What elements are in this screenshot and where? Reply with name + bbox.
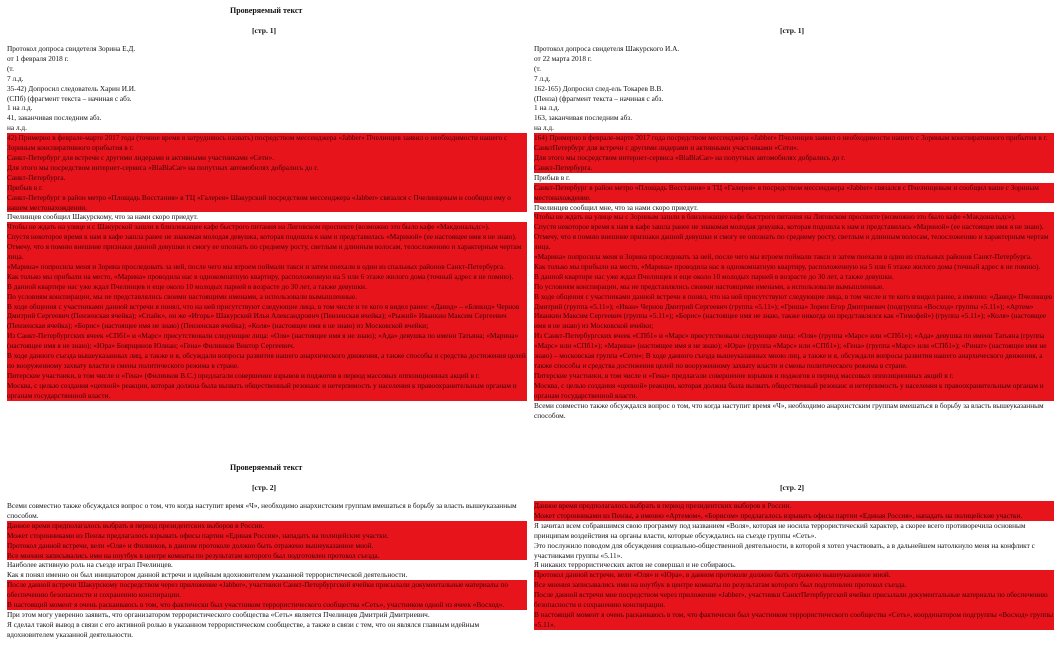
- paragraph: Как я понял именно он был инициатором данной встречи и идейным вдохновителем указанной террористической деятельности.: [7, 570, 408, 580]
- highlighted-paragraph: Питерские участники, в том числе и «Гена» (Филинков В.С.) предлагали совершение взрывов и поджогов в период массовых оппозиционных акций в г.: [7, 371, 527, 381]
- highlighted-paragraph: В ходе общения с участниками данной встречи я понял, что на ней присутствуют следующие лица, в том числе и те кого я видел ранее: «Давид» – «Бликид» Чернов Дмитрий Сергеевич (Пензенская ячейка); «Спайк», он же «Игорь» Шакурский Илья Александрович (Пензенская ячейка); «Рыжий» Иванкин Максим Сергеевич (Пензенская ячейка); «Борис» (настоящее имя не знаю) (Пензенская ячейка); «Коля» (настоящее имя я не знаю) из Московской ячейки;: [7, 302, 527, 332]
- paragraph: Я никаких террористических актов не совершал и не собираюсь.: [534, 560, 736, 570]
- highlighted-paragraph: Чтобы не ждать на улице я с Шакурской зашли в близлежащее кафе быстрого питания на Лиговском проспекте (возможно это было кафе «Макдональдс»).: [7, 222, 527, 232]
- page-label-right-2: [стр. 2]: [780, 483, 805, 492]
- highlighted-paragraph: В данной квартире нас уже ждал Пчелинцев и еще около 10 молодых парней в возрасте до 30 лет, а также девушки.: [7, 282, 527, 292]
- paragraph: от 22 марта 2018 г.: [534, 53, 592, 63]
- highlighted-paragraph: СанктПетербург для встречи с другими лидерами и активными участниками «Сети».: [534, 143, 1054, 153]
- highlighted-paragraph: После данной встречи мне посредством через приложение «Jabber», участники СанктПетербургской ячейки присылали документальные материалы по обеспечению безопасности и сохранению конспирации.: [534, 590, 1054, 610]
- highlighted-paragraph: Спустя некоторое время к нам в кафе зашла ранее не знакомая молодая девушка, которая подошла к нам и представилась «Мариной» (ее настоящее имя я не знаю).: [7, 232, 527, 242]
- right-page2-text: [534, 501, 1054, 630]
- paragraph: Я зачитал всем собравшимся свою программу под названием «Воля», которая не носила террористический характер, а скорее всего противоречила основным принципам воздействия на органы власти, которые обсуждались на съезде группы «Сеть».: [534, 520, 1026, 540]
- highlighted-paragraph: «Марина» попросила меня и Зорина проследовать за ней, после чего мы втроем поймали такси и затем поехали в один из спальных районов Санкт-Петербурга.: [534, 252, 1054, 262]
- highlighted-paragraph: Отмечу, что я помню внешние признаки данной девушки и смогу ее опознать по среднему росту, светлым и длинным волосам, телосложению и характерным чертам лица.: [534, 232, 1054, 252]
- highlighted-paragraph: Данное время предполагалось выбрать в период президентских выборов в России.: [534, 501, 1054, 511]
- paragraph: Пчелинцев сообщил Шакурскому, что за нами скоро приедут.: [7, 212, 199, 222]
- paragraph: 1 на л.д.: [534, 103, 560, 113]
- highlighted-paragraph: По условиям конспирации, мы не представлялись своими настоящими именами, а использовали вымышленные.: [7, 292, 527, 302]
- paragraph: Протокол допроса свидетеля Шакурского И.А.: [534, 44, 680, 53]
- highlighted-paragraph: Как только мы прибыли на место, «Марина» проводила нас в однокомнатную квартиру, расположенную на 5 или 6 этаже жилого дома (точный адрес я не помню).: [7, 272, 527, 282]
- highlighted-paragraph: Москва, с целью создания «цепной» реакции, которая должна была вызвать общественный резонанс и нетерпимость у населения к правоохранительным органам и органам государственной власти.: [534, 381, 1054, 401]
- paragraph: (т.: [7, 63, 14, 73]
- highlighted-paragraph: Санкт-Петербург в район метро «Площадь Восстания» в ТЦ «Галерея» Шакурский посредством мессенджера «Jabber» связался с Пчелинцевым и сообщил ему о нашем местонахождении.: [7, 193, 527, 213]
- highlighted-paragraph: Отмечу, что я помню внешние признаки данной девушки и смогу ее опознать по среднему росту, светлым и длинным волосам, телосложению и характерным чертам лица.: [7, 242, 527, 262]
- highlighted-paragraph: Все мнения записывались ими на ноутбук в центре комнаты по результатам которого был подготовлен протокол съезда.: [534, 580, 1054, 590]
- left-page2-text: [7, 501, 527, 640]
- paragraph: (Пенза) (фрагмент текста – начиная с абз.: [534, 93, 664, 103]
- paragraph: 162-165) Допросил след-ель Токарев В.В.: [534, 83, 664, 93]
- right-page1-text: [534, 44, 1054, 420]
- document-title-left: Проверяемый текст: [230, 6, 303, 15]
- highlighted-paragraph: В настоящий момент я очень раскаиваюсь в том, что фактически был участником террористического сообщества «Сеть», участником одной из ячеек «Восход».: [7, 600, 527, 610]
- highlighted-paragraph: Спустя некоторое время к нам в кафе зашла ранее не знакомая молодая девушка, которая подошла к нам и представилась «Мариной» (ее настоящее имя я не знаю).: [534, 222, 1054, 232]
- paragraph: 41, заканчивая последним абз.: [7, 113, 102, 123]
- highlighted-paragraph: В ходе общения с участниками данной встречи я понял, что на ней присутствуют следующие лица, в том числе и те кого я видел ранее, а именно: «Давид» Пчелинцев Дмитрий (группа «5.11»); «Иван» Чернов Дмитрий Сергеевич (группа «5.11»); «Гриша» Зорин Егор Дмитриевич (подгруппа «Восход» группы «5.11»); «Артем» Иванкин Максим Сергеевич (группа «5.11»); «Борис» (настоящее имя не знаю, также никогда он представлялся как «Тимофей») (группа «5.11»); «Коля» (настоящее имя я не знаю) из Московской ячейки;: [534, 291, 1053, 331]
- page-label-left-1: [стр. 1]: [252, 26, 277, 35]
- highlighted-paragraph: Протокол данной встречи, вели «Оля» и «Юра», в данном протоколе должно быть отражено вышеуказанное мной.: [534, 570, 1054, 580]
- paragraph: Протокол допроса свидетеля Зорина Е.Д.: [7, 44, 136, 53]
- highlighted-paragraph: 164) Примерно в феврале-марте 2017 года посредством мессенджера «Jabber» Пчелинцев заявил о необходимости нашего с Зориным конспиративного прибытия в г.: [534, 133, 1054, 143]
- left-page1-text: [7, 44, 527, 401]
- paragraph: 7 л.д.: [534, 73, 551, 83]
- highlighted-paragraph: В ходе данного съезда вышеуказанных лиц, а также и я, обсуждали вопросы развития нашего анархического движения, а также способы и средства достижения целей по вооруженному захвату власти и смены политического режима в стране.: [7, 351, 526, 370]
- paragraph: на л.д.: [7, 123, 27, 133]
- highlighted-paragraph: Санкт-Петербург в район метро «Площадь Восстания» в ТЦ «Галерея» я посредством мессенджера «Jabber» связался с Пчелинцевым и сообщил ваше с Зориным местонахождение.: [534, 183, 1054, 203]
- highlighted-paragraph: В данной квартире нас уже ждал Пчелинцев и еще около 10 молодых парней в возрасте до 30 лет, а также девушки.: [534, 272, 1054, 282]
- highlighted-paragraph: Из Санкт-Петербургских ячеек «СПб1» и «Марс» присутствовали следующие лица: «Оля» (настоящее имя я не знаю); «Ада» девушка по имени Татьяна; «Марина» (настоящее имя я не знаю); «Юра» Боярщинов Юлиан; «Гена» Филинков Виктор Сергеевич.: [7, 331, 527, 351]
- paragraph: (СПб) (фрагмент текста – начиная с абз.: [7, 93, 132, 103]
- paragraph: на л.д.: [534, 123, 554, 133]
- highlighted-paragraph: Прибыв в г.: [7, 183, 527, 193]
- highlighted-paragraph: Все мнения записывались ими на ноутбук в центре комнаты по результатам которого был подготовлен протокол съезда.: [7, 551, 527, 561]
- highlighted-paragraph: Питерские участники, в том числе и «Гена» предлагали совершение взрывов и поджогов в период массовых оппозиционных акций в г.: [534, 371, 1054, 381]
- page-label-left-2: [стр. 2]: [252, 483, 277, 492]
- paragraph: Наиболее активную роль на съезде играл Пчелинцев.: [7, 560, 173, 570]
- highlighted-paragraph: Как только мы прибыли на место, «Марина» проводила нас в однокомнатную квартиру, расположенную на 5 или 6 этаже жилого дома (точный адрес я не помню).: [534, 262, 1054, 272]
- paragraph: 7 л.д.: [7, 73, 24, 83]
- highlighted-paragraph: Данное время предполагалось выбрать в период президентских выборов в России.: [7, 521, 527, 531]
- paragraph: 163, заканчивая последним абз.: [534, 113, 633, 123]
- highlighted-paragraph: Из Санкт-Петербургских ячеек «СПб1» и «Марс» присутствовали следующие лица: «Оля» (группа «Марс» или «СПб1»); «Ада» девушка по имени Татьяна (группа «Марс» или «СПб1»); «Марина» (настоящее имя я не знаю); «Юра» (группа «Марс» или «СПб1»); «Гена» (группа «Марс» или «СПб1»); «Ринат» (настоящее имя не знаю) – московская группа «Сети»; В ходе данного съезда вышеуказанных мною лиц, а также и я, обсуждали вопросы развития нашего анархического движения, а также способы и средства достижения целей по вооруженному захвату власти и смены политического режима в стране.: [534, 331, 1054, 371]
- highlighted-paragraph: Для этого мы посредством интернет-сервиса «BlaBlaCar» на попутных автомобилях добрались до г.: [7, 163, 527, 173]
- highlighted-paragraph: Протокол данной встречи, вели «Оля» и Филинков, в данном протоколе должно быть отражено вышеуказанное мной.: [7, 541, 527, 551]
- highlighted-paragraph: Может сторонниками из Пензы предлагалось взрывать офисы партии «Единая Россия», нападать на полицейские участки.: [7, 531, 527, 541]
- highlighted-paragraph: Может сторонниками из Пензы, а именно «Артемом», «Борисом» предлагалось взрывать офисы партии «Единая Россия», нападать на полицейские участки.: [534, 511, 1054, 521]
- paragraph: Всеми совместно также обсуждался вопрос о том, что когда наступит время «Ч», необходимо анархистским группам вмешаться в борьбу за власть вышеуказанным способом.: [534, 400, 1044, 420]
- highlighted-paragraph: После данной встречи Шакурскому посредством через приложение «Jabber», участники Санкт-Петербургской ячейки присылали документальные материалы по обеспечению безопасности и сохранению конспирации.: [7, 580, 527, 600]
- paragraph: 35-42) Допросил следователь Харин И.И.: [7, 83, 136, 93]
- document-title-left-2: Проверяемый текст: [230, 463, 303, 472]
- highlighted-paragraph: Москва, с целью создания «цепной» реакции, которая должна была вызвать общественный резонанс и нетерпимость у населения к правоохранительным органам и органам государственной власти.: [7, 381, 527, 401]
- paragraph: Прибыв в г.: [534, 172, 570, 182]
- paragraph: Пчелинцев сообщил мне, что за нами скоро приедут.: [534, 202, 698, 212]
- highlighted-paragraph: «Марина» попросила меня и Зорина проследовать за ней, после чего мы втроем поймали такси и затем поехали в один из спальных районов Санкт-Петербурга.: [7, 262, 527, 272]
- paragraph: Всеми совместно также обсуждался вопрос о том, что когда наступит время «Ч», необходимо анархистским группам вмешаться в борьбу за власть вышеуказанным способом.: [7, 501, 517, 520]
- paragraph: Я сделал такой вывод в связи с его активной ролью в указанном террористическом сообществе, а также в связи с тем, что он являлся главным идейным вдохновителем указанной деятельности.: [7, 619, 480, 639]
- paragraph: 1 на л.д.: [7, 103, 33, 113]
- highlighted-paragraph: Чтобы не ждать на улице мы с Зориным зашли в близлежащее кафе быстрого питания на Лиговском проспекте (возможно это было кафе «Макдональдс»).: [534, 212, 1054, 222]
- paragraph: (т.: [534, 63, 541, 73]
- highlighted-paragraph: Для этого мы посредством интернет-сервиса «BlaBlaCar» на попутных автомобилях добрались до г.: [534, 153, 1054, 163]
- paragraph: При этом могу уверенно заявить, что организатором террористического сообщества «Сеть» является Пчелинцев Дмитрий Дмитриевич.: [7, 609, 430, 619]
- highlighted-paragraph: Санкт-Петербурга.: [534, 163, 1054, 173]
- highlighted-paragraph: В настоящий момент я очень раскаиваюсь в том, что фактически был участником террористического сообщества «Сеть», координатором подгруппы «Восход» группы «5.11».: [534, 609, 1053, 629]
- paragraph: от 1 февраля 2018 г.: [7, 53, 69, 63]
- page-label-right-1: [стр. 1]: [780, 26, 805, 35]
- highlighted-paragraph: По условиям конспирации, мы не представлялись своими настоящими именами, а использовали вымышленные.: [534, 282, 1054, 292]
- paragraph: Это послужило поводом для обсуждения социально-общественной деятельности, в которой я хотел участвовать, а в дальнейшем натолкнуло меня на конфликт с участниками группы «5.11».: [534, 540, 1035, 560]
- highlighted-paragraph: 42) Примерно в феврале-марте 2017 года (точное время я затрудняюсь назвать) посредством мессенджера «Jabber» Пчелинцев заявил о необходимости нашего с Зориным конспиративного прибытия в г.: [7, 133, 527, 153]
- highlighted-paragraph: Санкт-Петербург для встречи с другими лидерами и активными участниками «Сети».: [7, 153, 527, 163]
- highlighted-paragraph: Санкт-Петербурга.: [7, 173, 527, 183]
